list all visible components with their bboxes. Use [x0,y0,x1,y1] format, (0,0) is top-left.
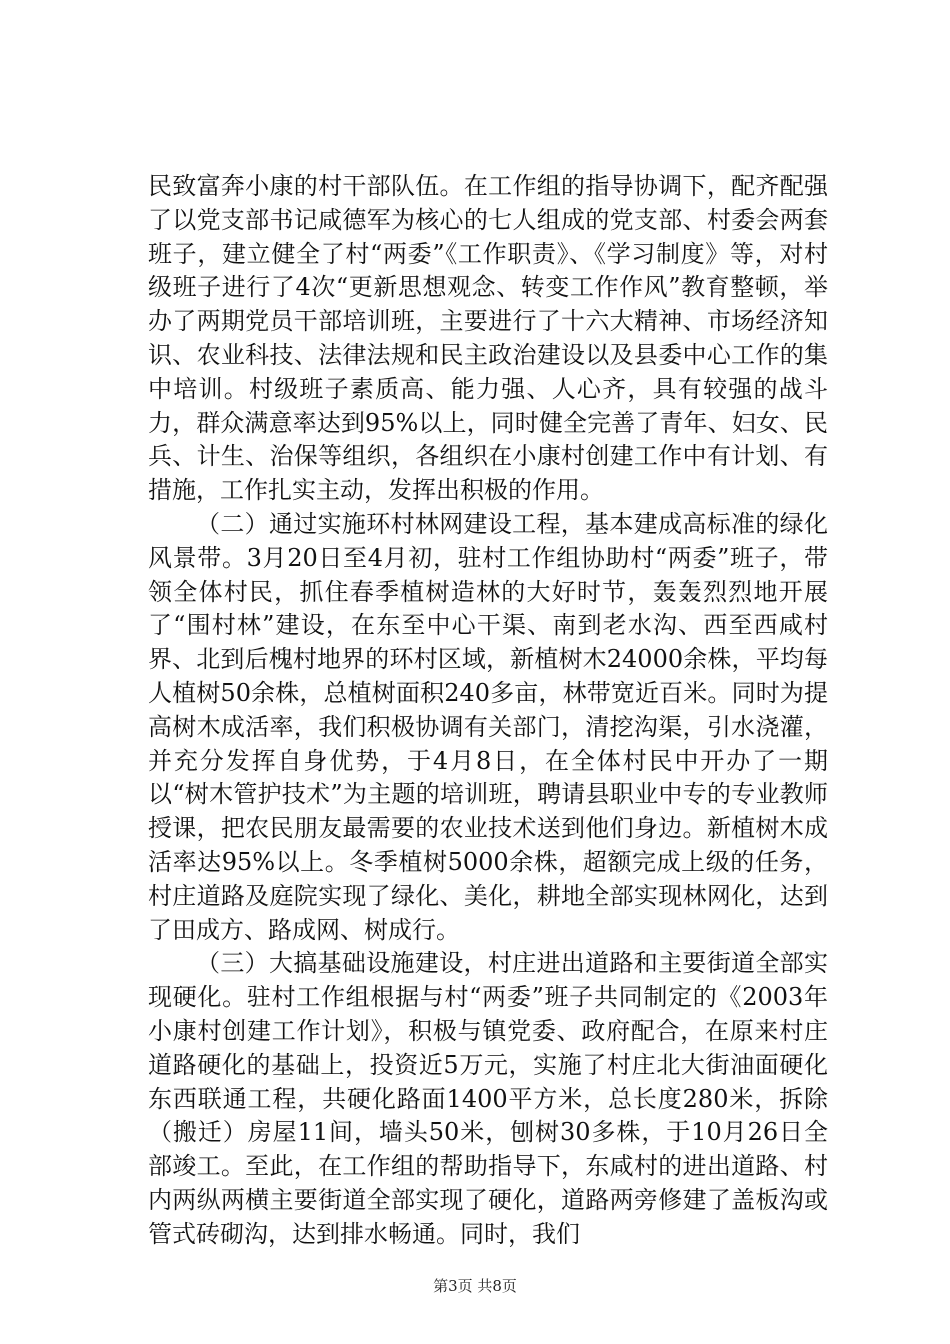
page-number-footer: 第3页 共8页 [433,1277,517,1295]
document-body [148,170,828,1252]
paragraph-2: （二）通过实施环村林网建设工程，基本建成高标准的绿化风景带。3月20日至4月初，驻村工作组协助村“两委”班子，带领全体村民，抓住春季植树造林的大好时节，轰轰烈烈地开展了“围村林”建设，在东至中心干渠、南到老水沟、西至西咸村界、北到后槐村地界的环村区域，新植树木24000余株，平均每人植树50余株，总植树面积240多亩，林带宽近百米。同时为提高树木成活率，我们积极协调有关部门，清挖沟渠，引水浇灌，并充分发挥自身优势，于4月8日，在全体村民中开办了一期以“树木管护技术”为主题的培训班，聘请县职业中专的专业教师授课，把农民朋友最需要的农业技术送到他们身边。新植树木成活率达95%以上。冬季植树5000余株，超额完成上级的任务，村庄道路及庭院实现了绿化、美化，耕地全部实现林网化，达到了田成方、路成网、树成行。 [148,509,828,944]
paragraph-3: （三）大搞基础设施建设，村庄进出道路和主要街道全部实现硬化。驻村工作组根据与村“两委”班子共同制定的《2003年小康村创建工作计划》，积极与镇党委、政府配合，在原来村庄道路硬化的基础上，投资近5万元，实施了村庄北大街油面硬化东西联通工程，共硬化路面1400平方米，总长度280米，拆除（搬迁）房屋11间，墙头50米，刨树30多株，于10月26日全部竣工。至此，在工作组的帮助指导下，东咸村的进出道路、村内两纵两横主要街道全部实现了硬化，道路两旁修建了盖板沟或管式砖砌沟，达到排水畅通。同时，我们 [148,949,828,1248]
paragraph-1: 民致富奔小康的村干部队伍。在工作组的指导协调下，配齐配强了以党支部书记咸德军为核心的七人组成的党支部、村委会两套班子，建立健全了村“两委”《工作职责》、《学习制度》等，对村级班子进行了4次“更新思想观念、转变工作作风”教育整顿，举办了两期党员干部培训班，主要进行了十六大精神、市场经济知识、农业科技、法律法规和民主政治建设以及县委中心工作的集中培训。村级班子素质高、能力强、人心齐，具有较强的战斗力，群众满意率达到95%以上，同时健全完善了青年、妇女、民兵、计生、治保等组织，各组织在小康村创建工作中有计划、有措施，工作扎实主动，发挥出积极的作用。 [148,172,828,505]
